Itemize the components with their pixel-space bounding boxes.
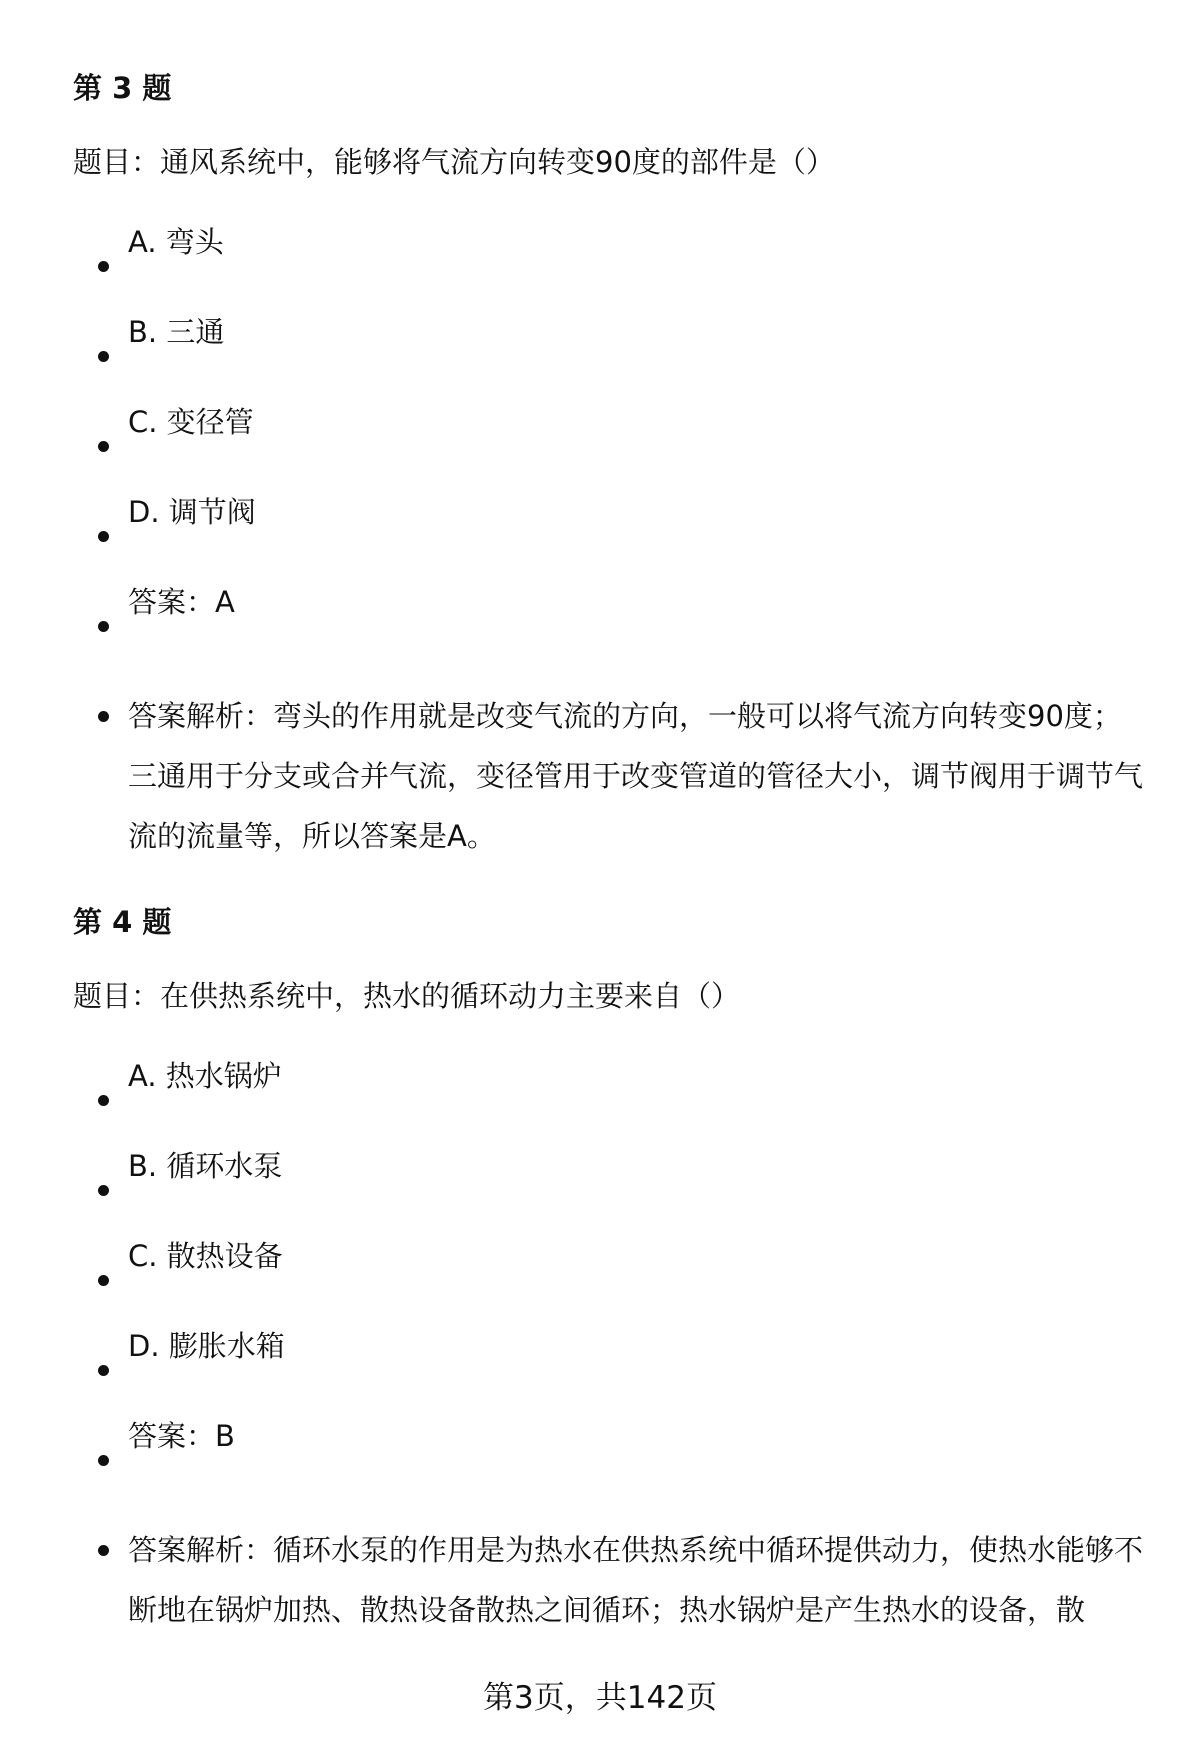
- question-3-option-c: C. 变径管: [128, 405, 254, 439]
- question-3-stem: 题目：通风系统中，能够将气流方向转变90度的部件是（）: [73, 145, 835, 179]
- question-4-answer: 答案：B: [128, 1419, 235, 1453]
- bullet-icon: [98, 1185, 109, 1196]
- bullet-icon: [98, 261, 109, 272]
- question-4-option-b: B. 循环水泵: [128, 1149, 283, 1183]
- question-3-heading: 第 3 题: [73, 71, 172, 105]
- bullet-icon: [98, 1095, 109, 1106]
- question-3-answer: 答案：A: [128, 585, 235, 619]
- bullet-icon: [98, 1365, 109, 1376]
- bullet-icon: [98, 621, 109, 632]
- bullet-icon: [98, 441, 109, 452]
- question-3-analysis: 答案解析：弯头的作用就是改变气流的方向，一般可以将气流方向转变90度；三通用于分支或合并气流，变径管用于改变管道的管径大小，调节阀用于调节气流的流量等，所以答案是A。: [128, 699, 1144, 853]
- question-3-option-b: B. 三通: [128, 315, 225, 349]
- bullet-icon: [98, 1455, 109, 1466]
- question-4-option-a: A. 热水锅炉: [128, 1059, 282, 1093]
- question-3-option-d: D. 调节阀: [128, 495, 256, 529]
- question-4-analysis: 答案解析：循环水泵的作用是为热水在供热系统中循环提供动力，使热水能够不断地在锅炉加热、散热设备散热之间循环；热水锅炉是产生热水的设备，散: [128, 1533, 1144, 1627]
- question-4-heading: 第 4 题: [73, 905, 172, 939]
- question-4-option-d: D. 膨胀水箱: [128, 1329, 285, 1363]
- bullet-icon: [98, 1275, 109, 1286]
- question-4-option-c: C. 散热设备: [128, 1239, 283, 1273]
- page-number: 第3页，共142页: [483, 1680, 717, 1716]
- question-3-option-a: A. 弯头: [128, 225, 224, 259]
- bullet-icon: [98, 1545, 109, 1556]
- bullet-icon: [98, 351, 109, 362]
- bullet-icon: [98, 711, 109, 722]
- question-4-stem: 题目：在供热系统中，热水的循环动力主要来自（）: [73, 979, 741, 1013]
- bullet-icon: [98, 531, 109, 542]
